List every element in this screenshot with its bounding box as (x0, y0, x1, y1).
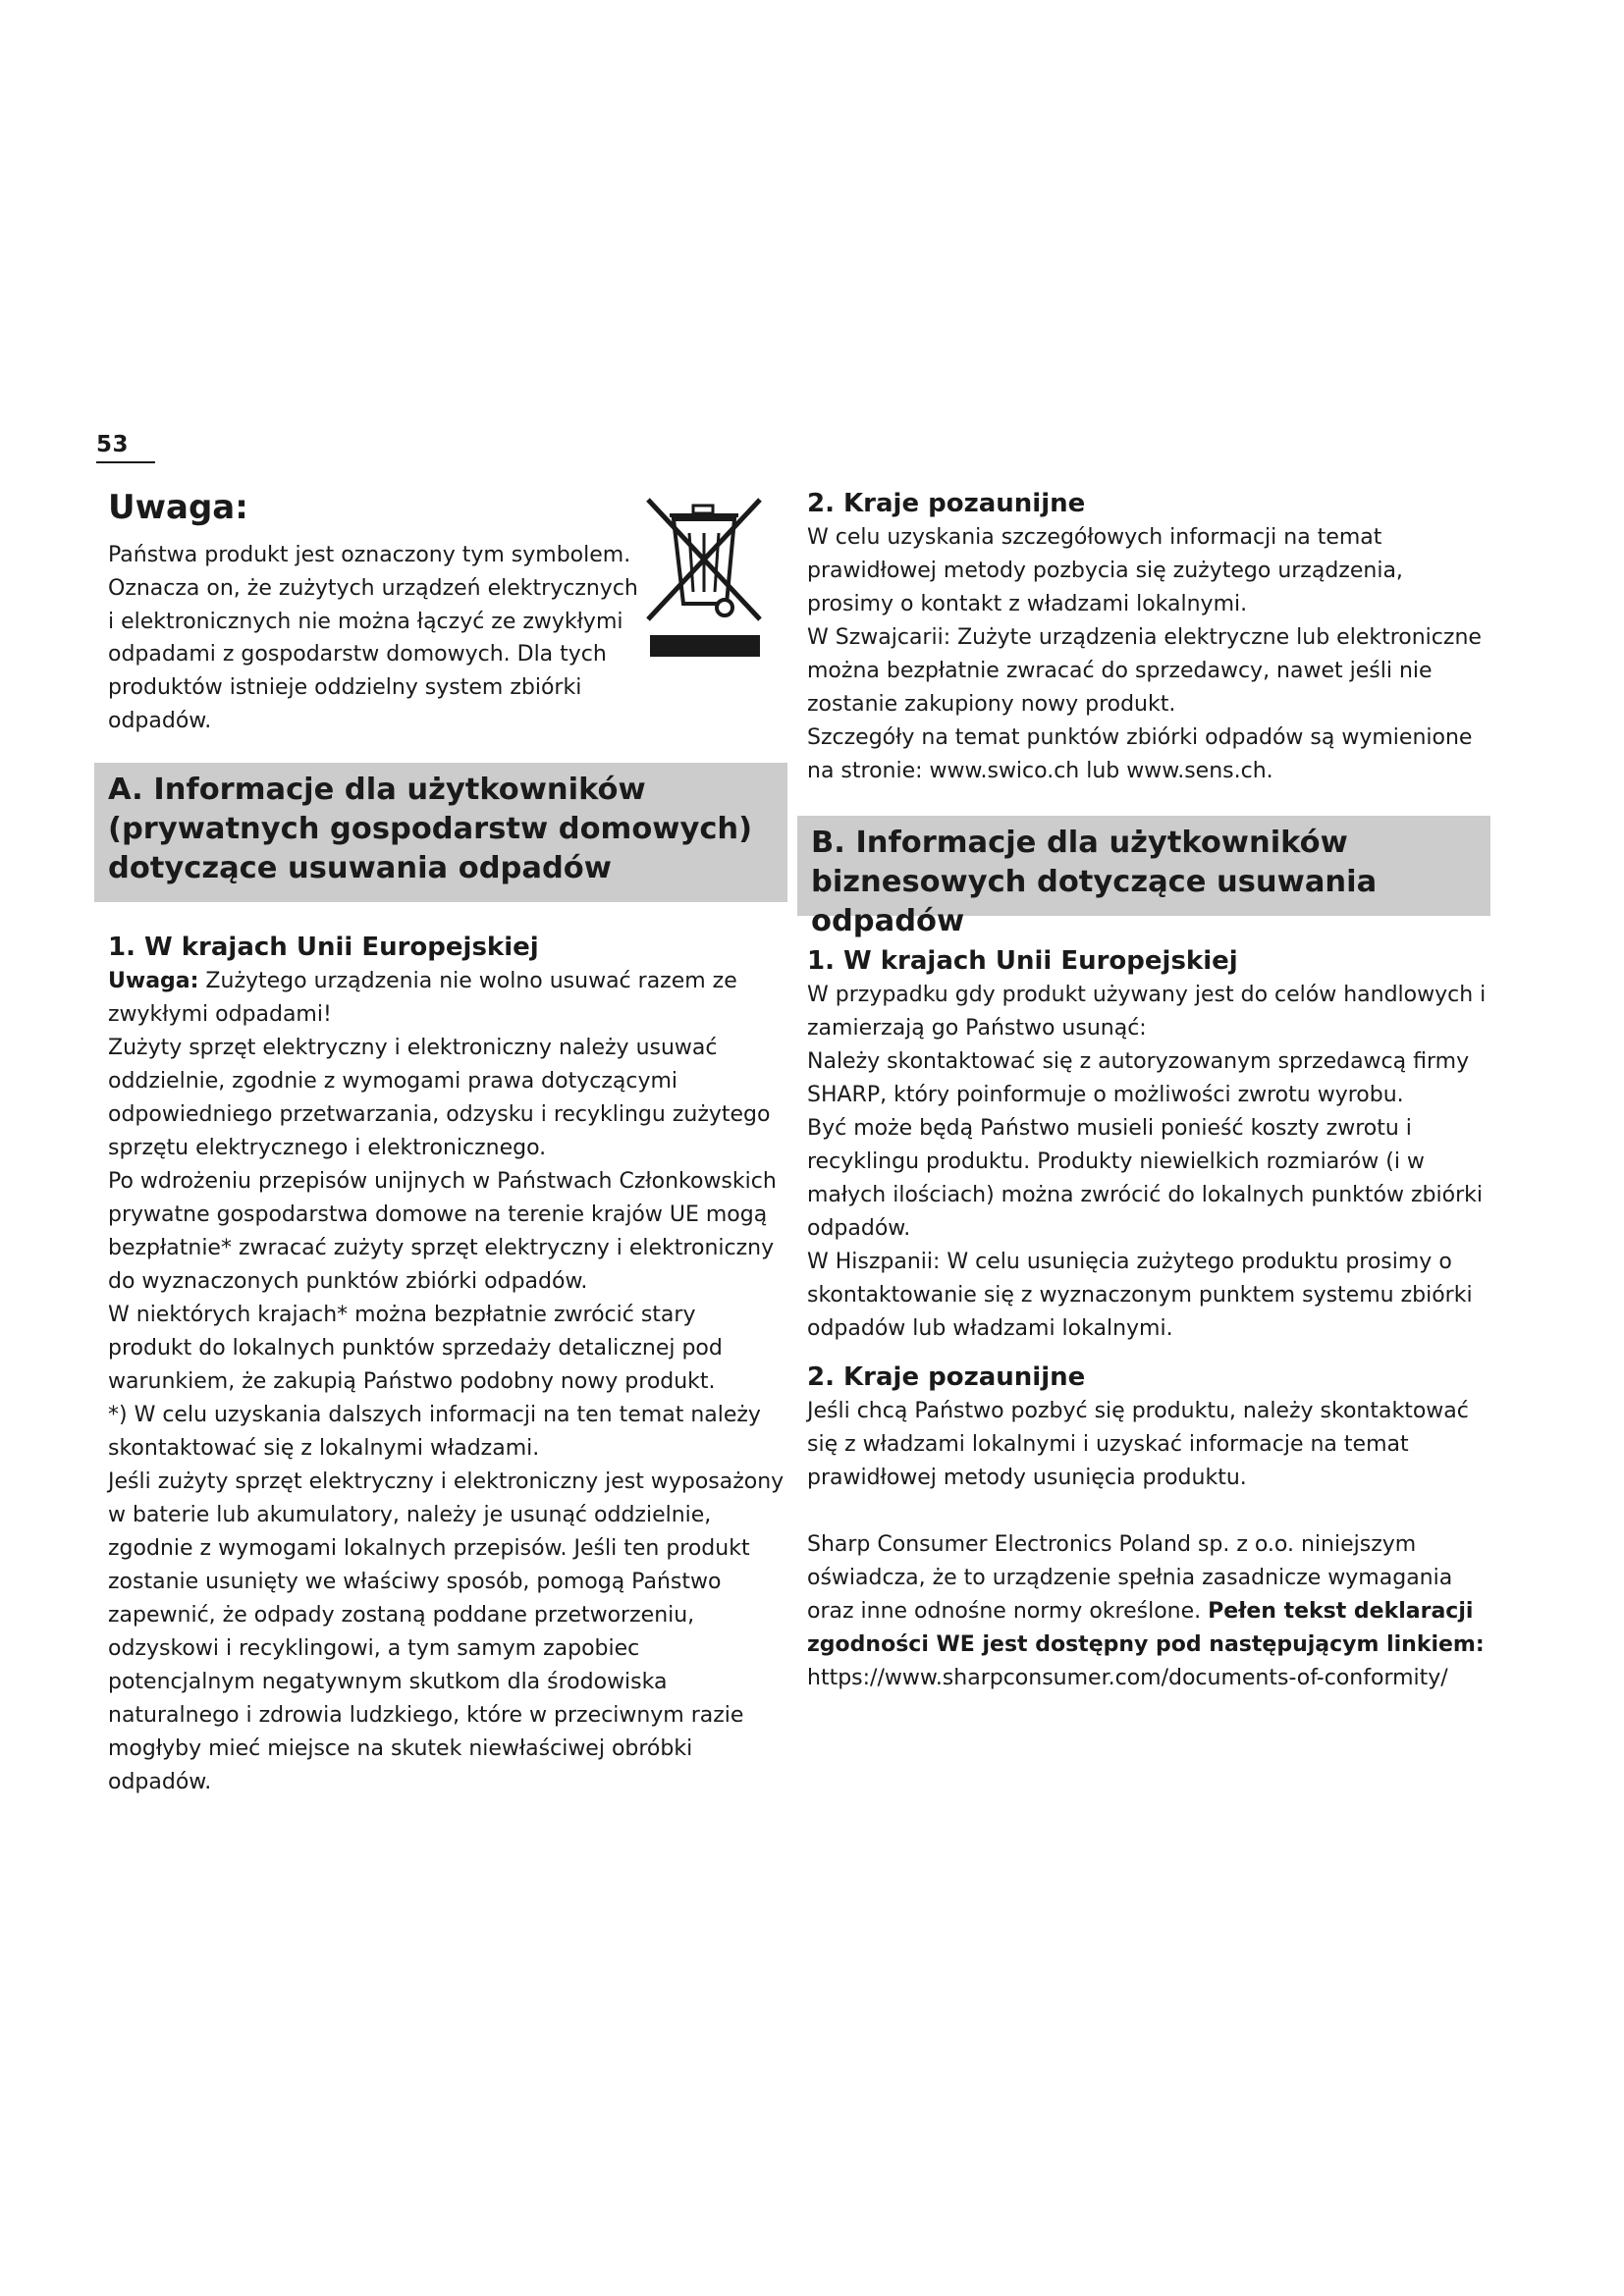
section-a-non-eu-paragraph-1: W celu uzyskania szczegółowych informacji na temat prawidłowej metody pozbycia się zużytego urządzenia, prosimy o kontakt z władzami lokalnymi. (807, 525, 1403, 616)
section-a-non-eu-heading: 2. Kraje pozaunijne (807, 489, 1086, 518)
section-b-non-eu-paragraph-1: Jeśli chcą Państwo pozbyć się produktu, należy skontaktować się z władzami lokalnymi i uzyskać informacje na temat prawidłowej metody usunięcia produktu. (807, 1399, 1469, 1490)
notice-block (94, 486, 787, 741)
declaration-bold: Pełen tekst deklaracji zgodności WE jest dostępny pod następującym linkiem: (807, 1599, 1485, 1657)
section-b-eu-heading: 1. W krajach Unii Europejskiej (807, 946, 1238, 976)
crossed-out-wheelie-bin-icon (644, 494, 764, 659)
page-number: 53 (96, 432, 130, 457)
section-a-eu-paragraph-4: *) W celu uzyskania dalszych informacji na ten temat należy skontaktować się z lokalnymi władzami. (108, 1403, 761, 1461)
section-b-banner: B. Informacje dla użytkowników biznesowych dotyczące usuwania odpadów (797, 816, 1490, 916)
section-b-eu-paragraph-4: W Hiszpanii: W celu usunięcia zużytego produktu prosimy o skontaktowanie się z wyznaczonym punktem systemu zbiórki odpadów lub władzami lokalnymi. (807, 1250, 1473, 1341)
right-column (797, 486, 1490, 1695)
section-a-eu-warning (108, 965, 785, 1032)
notice-text: Państwa produkt jest oznaczony tym symbolem. Oznacza on, że zużytych urządzeń elektrycznych i elektronicznych nie można łączyć ze zwykłymi odpadami z gospodarstw domowych. Dla tych produktów istnieje oddzielny system zbiórki odpadów. (108, 543, 638, 733)
section-a-eu-paragraph-5: Jeśli zużyty sprzęt elektryczny i elektroniczny jest wyposażony w baterie lub akumulatory, należy je usunąć oddzielnie, zgodnie z wymogami lokalnych przepisów. Jeśli ten produkt zostanie usunięty we właściwy sposób, pomogą Państwo zapewnić, że odpady zostaną poddane przetworzeniu, odzyskowi i recyklingowi, a tym samym zapobiec potencjalnym negatywnym skutkom dla środowiska naturalnego i zdrowia ludzkiego, które w przeciwnym razie mogłyby mieć miejsce na skutek niewłaściwej obróbki odpadów. (108, 1469, 785, 1794)
warning-text: Zużytego urządzenia nie wolno usuwać razem ze zwykłymi odpadami! (108, 969, 737, 1027)
section-a-banner: A. Informacje dla użytkowników (prywatnych gospodarstw domowych) dotyczące usuwania odpadów (94, 763, 787, 902)
section-a-eu-heading: 1. W krajach Unii Europejskiej (108, 933, 539, 962)
section-a-eu-paragraph-3: W niektórych krajach* można bezpłatnie zwrócić stary produkt do lokalnych punktów sprzedaży detalicznej pod warunkiem, że zakupią Państwo podobny nowy produkt. (108, 1303, 723, 1394)
section-a-eu-paragraph-1: Zużyty sprzęt elektryczny i elektroniczny należy usuwać oddzielnie, zgodnie z wymogami prawa dotyczącymi odpowiedniego przetwarzania, odzysku i recyklingu zużytego sprzętu elektrycznego i elektronicznego. (108, 1036, 771, 1160)
section-a-eu-paragraph-2: Po wdrożeniu przepisów unijnych w Państwach Członkowskich prywatne gospodarstwa domowe na terenie krajów UE mogą bezpłatnie* zwracać zużyty sprzęt elektryczny i elektroniczny do wyznaczonych punktów zbiórki odpadów. (108, 1169, 777, 1294)
declaration-plain: Sharp Consumer Electronics Poland sp. z o.o. niniejszym oświadcza, że to urządzenie spełnia zasadnicze wymagania oraz inne odnośne normy określone. (807, 1532, 1453, 1624)
section-b-eu-paragraph-1: W przypadku gdy produkt używany jest do celów handlowych i zamierzają go Państwo usunąć: (807, 983, 1487, 1041)
warning-label: Uwaga: (108, 969, 199, 993)
notice-title: Uwaga: (108, 488, 248, 527)
section-a-non-eu-paragraph-2: W Szwajcarii: Zużyte urządzenia elektryczne lub elektroniczne można bezpłatnie zwracać do sprzedawcy, nawet jeśli nie zostanie zakupiony nowy produkt. (807, 625, 1482, 717)
section-b-non-eu-heading: 2. Kraje pozaunijne (807, 1362, 1086, 1392)
declaration-text (807, 1528, 1494, 1662)
left-column (94, 486, 787, 1799)
page-number-rule (96, 461, 155, 463)
section-b-eu-paragraph-3: Być może będą Państwo musieli ponieść koszty zwrotu i recyklingu produktu. Produkty niewielkich rozmiarów (i w małych ilościach) można zwrócić do lokalnych punktów zbiórki odpadów. (807, 1116, 1483, 1241)
section-a-non-eu-paragraph-3: Szczegóły na temat punktów zbiórki odpadów są wymienione na stronie: www.swico.ch lub www.sens.ch. (807, 725, 1473, 783)
section-b-eu-paragraph-2: Należy skontaktować się z autoryzowanym sprzedawcą firmy SHARP, który poinformuje o możliwości zwrotu wyrobu. (807, 1049, 1470, 1107)
declaration-link[interactable]: https://www.sharpconsumer.com/documents-of-conformity/ (807, 1666, 1448, 1690)
